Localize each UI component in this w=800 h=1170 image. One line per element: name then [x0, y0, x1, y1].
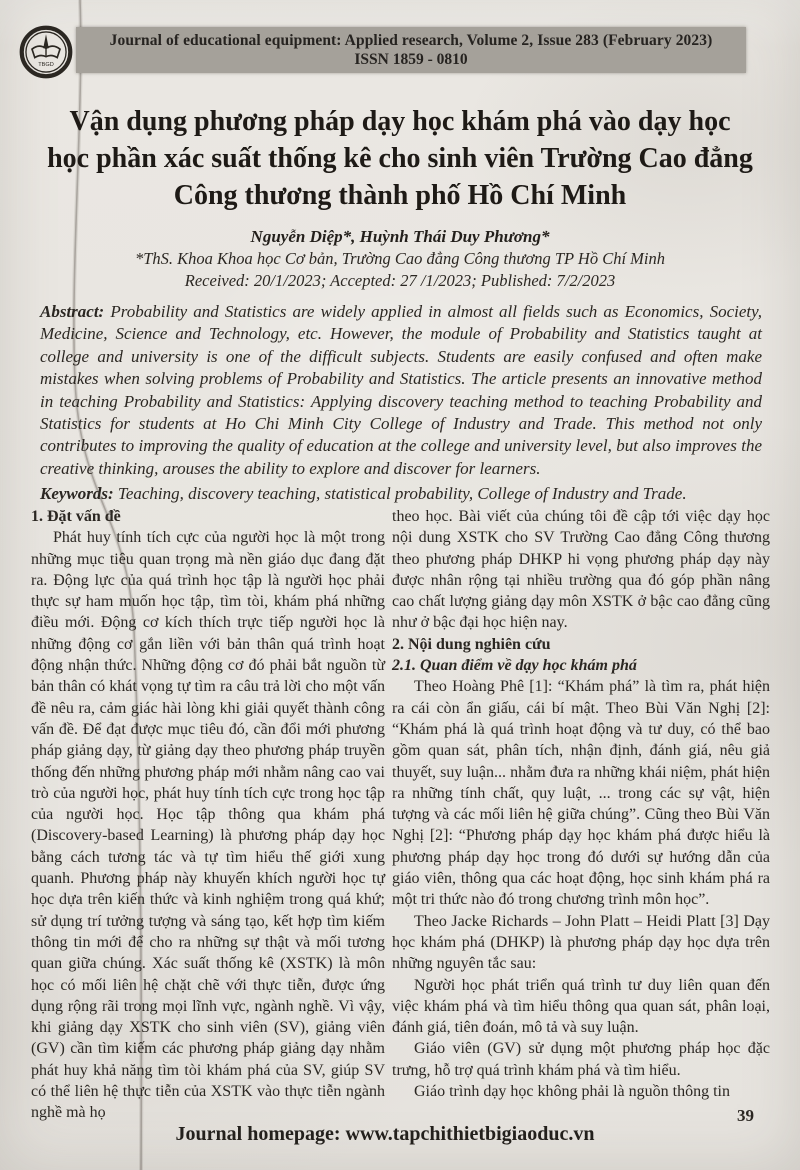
affiliation-line: *ThS. Khoa Khoa học Cơ bản, Trường Cao đẳng Công thương TP Hồ Chí Minh [134, 249, 665, 268]
issn-line: ISSN 1859 - 0810 [354, 50, 468, 68]
section-2-heading: 2. Nội dung nghiên cứu [392, 635, 551, 653]
journal-info-line: Journal of educational equipment: Applied research, Volume 2, Issue 283 (February 2023) [109, 31, 713, 49]
keywords-text: Teaching, discovery teaching, statistical probability, College of Industry and Trade. [113, 484, 687, 504]
article-title [18, 103, 782, 214]
abstract-paragraph [40, 301, 762, 480]
journal-logo-icon [18, 24, 74, 80]
article-title-line: Công thương thành phố Hồ Chí Minh [173, 180, 627, 211]
article-title-line: học phần xác suất thống kê cho sinh viên Trường Cao đẳng [47, 143, 753, 174]
paragraph: Theo Hoàng Phê [1]: “Khám phá” là tìm ra, phát hiện ra cái còn ẩn giấu, cái bí mật. Theo Bùi Văn Nghị [2]: “Khám phá là quá trình hoạt động và tư duy, có thể bao gồm quan sát, phân tích, nhận định, đánh giá, nêu giả thuyết, suy luận... nhằm đưa ra những khái niệm, phát hiện ra những tính chất, quy luật, ... trong các sự vật, hiện tượng và các mối liên hệ giữa chúng”. Cũng theo Bùi Văn Nghị [2]: “Phương pháp dạy học khám phá được hiểu là phương pháp dạy học trong đó dưới sự hướng dẫn của giáo viên, thông qua các hoạt động, học sinh khám phá ra một tri thức nào đó trong chương trình môn học”. [392, 678, 770, 909]
abstract-label: Abstract: [40, 302, 105, 321]
dates-line: Received: 20/1/2023; Accepted: 27 /1/2023; Published: 7/2/2023 [184, 271, 616, 290]
body-column-left [31, 506, 385, 1124]
section-1-heading: 1. Đặt vấn đề [31, 508, 121, 525]
journal-homepage-line: Journal homepage: www.tapchithietbigiaoduc.vn [175, 1123, 595, 1145]
masthead-bar [76, 27, 746, 73]
abstract-section [40, 301, 762, 506]
keywords-label: Keywords: [40, 484, 114, 504]
abstract-text: Probability and Statistics are widely applied in almost all fields such as Economics, Society, Medicine, Science and Technology, etc. However, the module of Probability and Statistics taught at college and university is one of the difficult subjects. Students are easily confused and often make mistakes when solving problems of Probability and Statistics. The article presents an innovative method in teaching Probability and Statistics: Applying discovery teaching method to teaching Probability and Statistics for students at Ho Chi Minh City College of Industry and Trade. This method not only contributes to improving the quality of education at the college and university level, but also improves the creative thinking, arouses the ability to explore and discover for learners. [40, 302, 762, 478]
section-2-1-heading: 2.1. Quan điểm về dạy học khám phá [392, 657, 637, 675]
paragraph: Giáo trình dạy học không phải là nguồn thông tin [414, 1083, 730, 1101]
paragraph: Theo Jacke Richards – John Platt – Heidi Platt [3] Dạy học khám phá (DHKP) là phương pháp dạy học dựa trên những nguyên tắc sau: [392, 912, 770, 973]
body-column-right [392, 506, 770, 1102]
page-number: 39 [737, 1106, 754, 1125]
paragraph: theo học. Bài viết của chúng tôi đề cập tới việc dạy học nội dung XSTK cho SV Trường Cao đẳng Công thương theo phương pháp DHKP hi vọng phương pháp dạy này được nhân rộng tại nhiều trường qua đó góp phần nâng cao chất lượng giảng dạy môn XSTK ở bậc cao đẳng cũng như ở bậc đại học hiện nay. [392, 508, 770, 632]
authors-line: Nguyễn Diệp*, Huỳnh Thái Duy Phương* [250, 227, 550, 246]
paragraph: Phát huy tính tích cực của người học là một trong những mục tiêu quan trọng mà nền giáo dục đang đặt ra. Động lực của quá trình học tập là người học phải thực sự ham muốn học tập, tìm tòi, khám phá những điều mới. Động cơ kích thích trực tiếp người học là những động cơ gắn liền với bản thân quá trình hoạt động nhận thức. Những động cơ đó phải bắt nguồn từ bản thân có khát vọng tự tìm ra câu trả lời cho một vấn đề nêu ra, cảm giác hài lòng khi giải quyết thành công vấn đề. Để đạt được mục tiêu đó, cần đổi mới phương pháp giảng dạy, từ giảng dạy theo phương pháp truyền thống đến những phương pháp mới nhằm nâng cao vai trò của người học, phát huy tính tích cực trong học tập của người học. Học tập thông qua khám phá (Discovery-based Learning) là phương pháp dạy học bằng cách tương tác và tự tìm hiểu thế giới xung quanh. Phương pháp này khuyến khích người học tự học dựa trên kiến thức và kinh nghiệm trong quá khứ; sử dụng trí tưởng tượng và sáng tạo, kết hợp tìm kiếm thông tin mới để cho ra những sự thật và mối tương quan giữa chúng. Xác suất thống kê (XSTK) là môn học có mối liên hệ chặt chẽ với thực tiễn, được ứng dụng rộng rãi trong mọi lĩnh vực, ngành nghề. Vì vậy, khi giảng dạy XSTK cho sinh viên (SV), giảng viên (GV) cần tìm kiếm các phương pháp giảng dạy nhằm phát huy khả năng tìm tòi khám phá của SV, giúp SV có thể liên hệ thực tiễn của XSTK vào thực tiễn ngành nghề mà họ [31, 529, 385, 1122]
paragraph: Giáo viên (GV) sử dụng một phương pháp học đặc trưng, hỗ trợ quá trình khám phá và tìm hiểu. [392, 1040, 770, 1079]
logo-label: TBGD [38, 61, 54, 68]
article-title-line: Vận dụng phương pháp dạy học khám phá vào dạy học [69, 106, 731, 137]
keywords-paragraph [40, 483, 762, 505]
paragraph: Người học phát triển quá trình tư duy liên quan đến việc khám phá và tìm hiểu thông qua quan sát, phân loại, đánh giá, tiên đoán, mô tả và suy luận. [392, 976, 770, 1037]
